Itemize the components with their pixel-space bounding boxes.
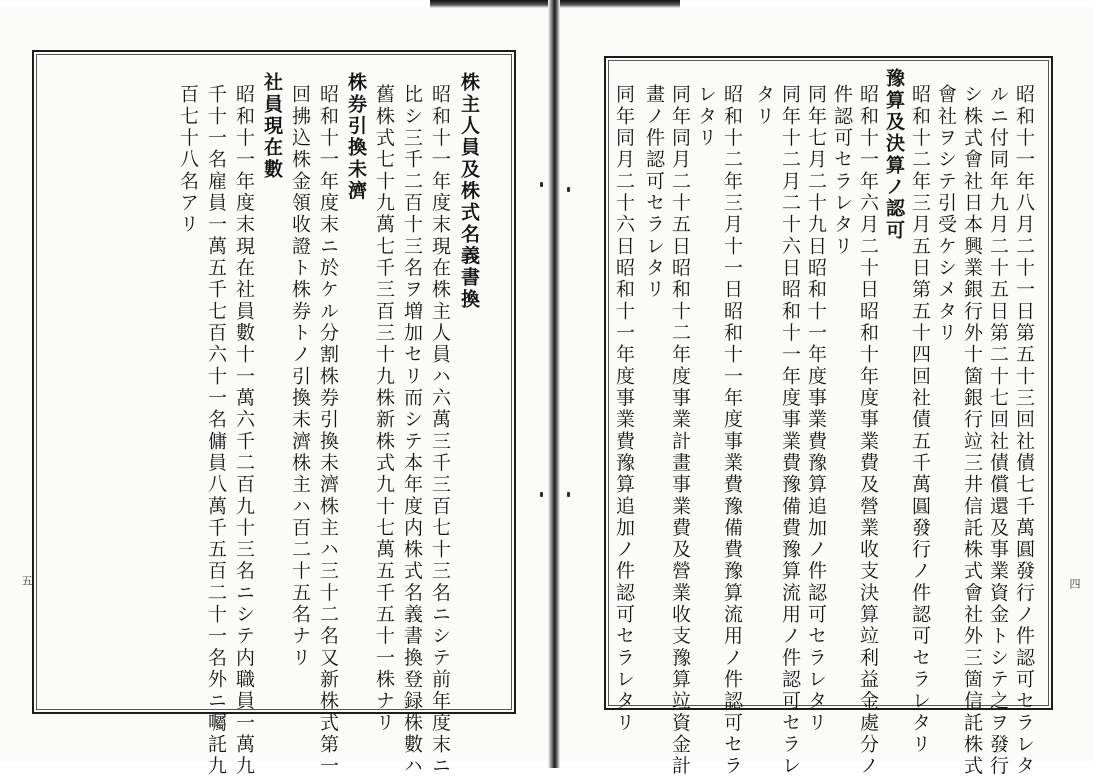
text-column: 百七十八名アリ bbox=[177, 84, 199, 236]
binding-mark bbox=[540, 182, 543, 187]
binding-mark bbox=[540, 492, 543, 497]
text-column: 昭和十一年度末現在株主人員ハ六萬三千三百七十三名ニシテ前年度末ニ bbox=[429, 84, 451, 777]
text-column: 同年十二月二十六日昭和十一年度事業費豫備費豫算流用ノ件認可セラレ bbox=[779, 84, 801, 777]
text-column: 千十一名雇員一萬五千七百六十一名傭員八萬千五百二十一名外ニ囑託九 bbox=[205, 84, 227, 777]
binding-mark bbox=[567, 492, 570, 497]
text-column: ルニ付同年九月二十五日第二十七回社債償還及事業資金トシテ之ヲ發行 bbox=[987, 84, 1009, 777]
text-column: 昭和十一年度末現在社員數十一萬六千二百九十三名ニシテ内職員一萬九 bbox=[233, 84, 255, 777]
heading-share-certificates: 株券引換未濟 bbox=[345, 72, 367, 202]
heading-employees: 社員現在數 bbox=[261, 72, 283, 181]
text-column: 同年同月二十六日昭和十一年度事業費豫算追加ノ件認可セラレタリ bbox=[613, 84, 635, 734]
heading-budget-approval: 豫算及決算ノ認可 bbox=[883, 68, 905, 242]
text-column: シ株式會社日本興業銀行外十箇銀行竝三井信託株式會社外三箇信託株式 bbox=[961, 84, 983, 777]
text-column: 畫ノ件認可セラレタリ bbox=[643, 84, 665, 301]
text-column: 昭和十一年度末ニ於ケル分割株券引換未濟株主ハ三十二名又新株式第一 bbox=[317, 84, 339, 777]
text-column: 昭和十二年三月十一日昭和十一年度事業費豫備費豫算流用ノ件認可セラ bbox=[721, 84, 743, 777]
book-spine bbox=[548, 0, 560, 768]
page-number-right: 四 bbox=[1068, 578, 1081, 589]
text-column: 會社ヲシテ引受ケシメタリ bbox=[935, 84, 957, 344]
text-column: 比シ三千二百十三名ヲ増加セリ而シテ本年度内株式名義書換登録株數ハ bbox=[401, 84, 423, 777]
text-column: 昭和十二年三月五日第五十四回社債五千萬圓發行ノ件認可セラレタリ bbox=[909, 84, 931, 756]
heading-shareholders: 株主人員及株式名義書換 bbox=[458, 72, 480, 311]
binding-mark bbox=[567, 187, 570, 192]
text-column: 昭和十一年六月二十日昭和十年度事業費及營業收支決算竝利益金處分ノ bbox=[857, 84, 879, 777]
text-column: タリ bbox=[753, 84, 775, 128]
page-number-left: 五 bbox=[20, 575, 33, 586]
text-column: 昭和十一年八月二十一日第五十三回社債七千萬圓發行ノ件認可セラレタ bbox=[1013, 84, 1035, 777]
text-column: 件認可セラレタリ bbox=[831, 84, 853, 258]
text-column: 同年同月二十五日昭和十二年度事業計畫事業費及營業收支豫算竝資金計 bbox=[669, 84, 691, 777]
text-column: 舊株式七十九萬七千三百三十九株新株式九十七萬五千五十一株ナリ bbox=[373, 84, 395, 734]
text-column: 回拂込株金領收證ト株券トノ引換未濟株主ハ百二十五名ナリ bbox=[289, 84, 311, 669]
text-column: 同年七月二十九日昭和十一年度事業費豫算追加ノ件認可セラレタリ bbox=[805, 84, 827, 734]
text-column: レタリ bbox=[695, 84, 717, 149]
